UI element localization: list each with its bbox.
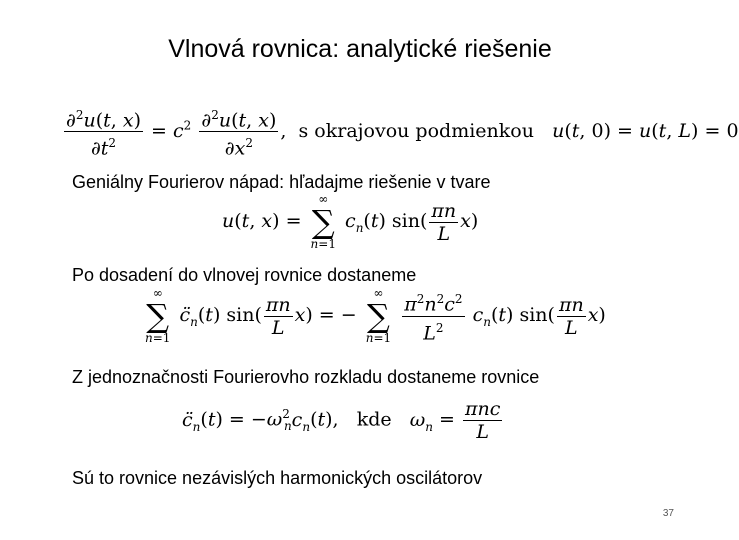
boundary-condition-label: s okrajovou podmienkou (298, 119, 534, 142)
text-oscillators: Sú to rovnice nezávislých harmonických oscilátorov (72, 468, 483, 488)
rhs-second-derivative-x: $\frac{\partial^2u(t, x)}{\partial x^2}$ (199, 104, 278, 160)
page-number: 37 (662, 508, 674, 519)
fourier-series-equation: u(t, x) = ∞ ∑ n=1 $c_n(t)$ sin( $\frac{\pi n}{L}$ x) (222, 192, 479, 251)
sum-symbol: ∞ ∑ n=1 (145, 286, 171, 345)
sum-symbol: ∞ ∑ n=1 (365, 286, 392, 345)
where-label: kde (356, 408, 392, 431)
wave-equation: $\frac{\partial^2u(t, x)}{\partial t^2}$ = $c^2$ $\frac{\partial^2u(t, x)}{\partial x^2}$ , s okrajovou podmienkou u(t, 0) = u(t, L) = 0 (62, 104, 739, 160)
text-substitution: Po dosadení do vlnovej rovnice dostaneme (72, 265, 417, 285)
sum-symbol: ∞ ∑ n=1 (310, 192, 336, 251)
slide-title: Vlnová rovnica: analytické riešenie (168, 35, 552, 63)
text-fourier-idea: Geniálny Fourierov nápad: hľadajme riešenie v tvare (72, 172, 491, 192)
lhs-second-derivative-t: $\frac{\partial^2u(t, x)}{\partial t^2}$ (64, 104, 143, 160)
text-uniqueness: Z jednoznačnosti Fourierovho rozkladu dostaneme rovnice (72, 367, 540, 387)
substituted-equation: ∞ ∑ n=1 $c̈_n(t)$ sin( $\frac{\pi n}{L}$ x) = − ∞ ∑ n=1 $\frac{\pi^2n^2c^2}{L^2}$ $c_n(t)$ sin( $\frac{\pi n}{L}$ x) (145, 286, 606, 345)
oscillator-equation: $c̈_n(t) = -\omega^2_nc_n(t)$, kde $\omega_n$ = $\frac{\text{πnc}}{L}$ (182, 398, 501, 443)
